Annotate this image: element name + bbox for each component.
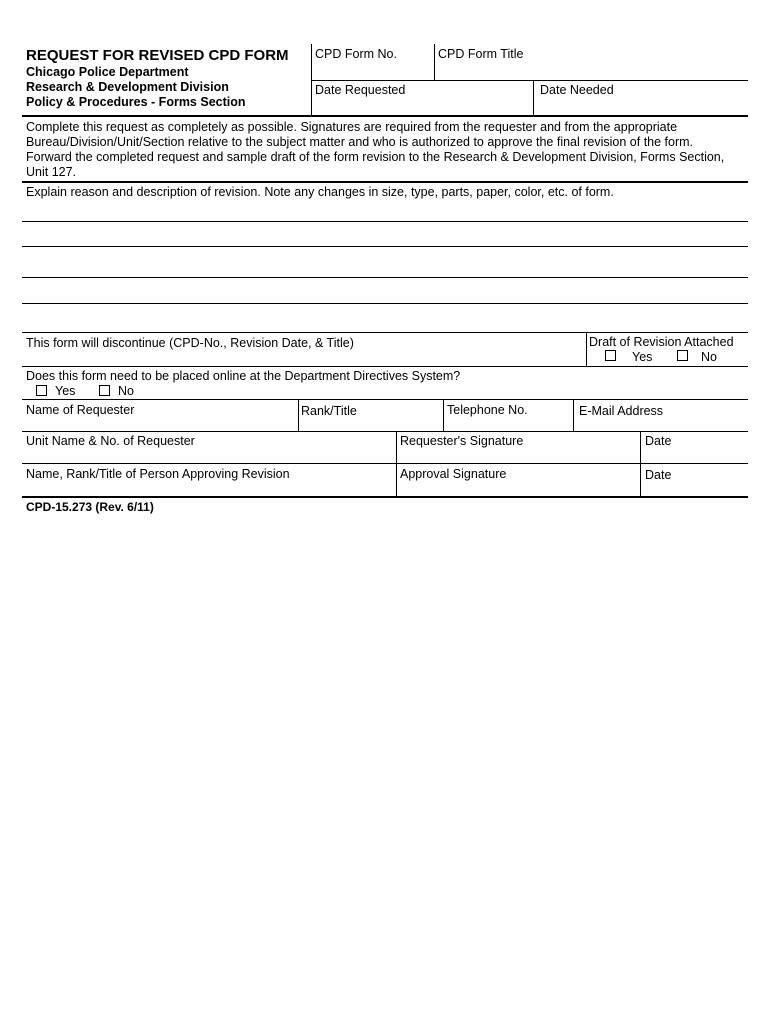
unit-name-field[interactable]: Unit Name & No. of Requester	[26, 434, 195, 448]
discontinue-bottom-rule	[22, 366, 748, 367]
draft-yes-checkbox[interactable]	[605, 350, 616, 361]
instruction-line: Bureau/Division/Unit/Section relative to the subject matter and who is authorized to approve the final revision of the form.	[26, 135, 694, 149]
org-line-section: Policy & Procedures - Forms Section	[26, 95, 246, 109]
header-row-divider	[311, 80, 748, 81]
requester-date-field[interactable]: Date	[645, 434, 672, 448]
approval-signature-field[interactable]: Approval Signature	[400, 467, 507, 481]
draft-yes-label: Yes	[632, 350, 653, 364]
explain-line-2[interactable]	[22, 246, 748, 247]
explain-label: Explain reason and description of revision. Note any changes in size, type, parts, paper, color, etc. of form.	[26, 185, 614, 199]
approval-date-field[interactable]: Date	[645, 468, 672, 482]
discontinue-field[interactable]: This form will discontinue (CPD-No., Revision Date, & Title)	[26, 336, 354, 350]
date-needed-field[interactable]: Date Needed	[540, 83, 614, 97]
requester-signature-field[interactable]: Requester's Signature	[400, 434, 524, 448]
unit-bottom-rule	[22, 463, 748, 464]
approval-bottom-rule	[22, 496, 748, 498]
approver-name-field[interactable]: Name, Rank/Title of Person Approving Revision	[26, 467, 290, 481]
online-no-checkbox[interactable]	[99, 385, 110, 396]
explain-line-3[interactable]	[22, 277, 748, 278]
org-line-division: Research & Development Division	[26, 80, 229, 94]
draft-attached-label: Draft of Revision Attached	[589, 335, 734, 349]
date-requested-field[interactable]: Date Requested	[315, 83, 406, 97]
instruction-line: Forward the completed request and sample draft of the form revision to the Research & Development Division, Forms Section,	[26, 150, 725, 164]
instruction-line: Complete this request as completely as possible. Signatures are required from the requester and from the appropriate	[26, 120, 678, 134]
online-no-label: No	[118, 384, 134, 398]
header-divider-mid	[434, 44, 435, 80]
draft-no-checkbox[interactable]	[677, 350, 688, 361]
org-line-department: Chicago Police Department	[26, 65, 189, 79]
discontinue-divider	[586, 332, 587, 367]
rank-title-field[interactable]: Rank/Title	[301, 404, 357, 418]
instructions-bottom-rule	[22, 181, 748, 183]
online-yes-checkbox[interactable]	[36, 385, 47, 396]
email-field[interactable]: E-Mail Address	[579, 404, 664, 418]
online-yes-label: Yes	[55, 384, 76, 398]
instruction-line: Unit 127.	[26, 165, 77, 179]
online-bottom-rule	[22, 399, 748, 400]
discontinue-top-rule	[22, 332, 748, 333]
draft-no-label: No	[701, 350, 717, 364]
requester-name-field[interactable]: Name of Requester	[26, 403, 135, 417]
explain-line-4[interactable]	[22, 303, 748, 304]
cpd-form-no-field[interactable]: CPD Form No.	[315, 47, 397, 61]
requester-divider-1	[298, 399, 299, 431]
header-divider-date	[533, 80, 534, 116]
instructions-block	[26, 120, 724, 180]
form-code: CPD-15.273 (Rev. 6/11)	[26, 500, 154, 514]
requester-divider-2	[443, 399, 444, 431]
cpd-form-title-field[interactable]: CPD Form Title	[438, 47, 524, 61]
online-question: Does this form need to be placed online at the Department Directives System?	[26, 369, 461, 383]
requester-divider-3	[573, 399, 574, 431]
form-title: REQUEST FOR REVISED CPD FORM	[26, 47, 289, 64]
header-bottom-rule	[22, 115, 748, 117]
explain-line-1[interactable]	[22, 221, 748, 222]
telephone-field[interactable]: Telephone No.	[447, 403, 528, 417]
